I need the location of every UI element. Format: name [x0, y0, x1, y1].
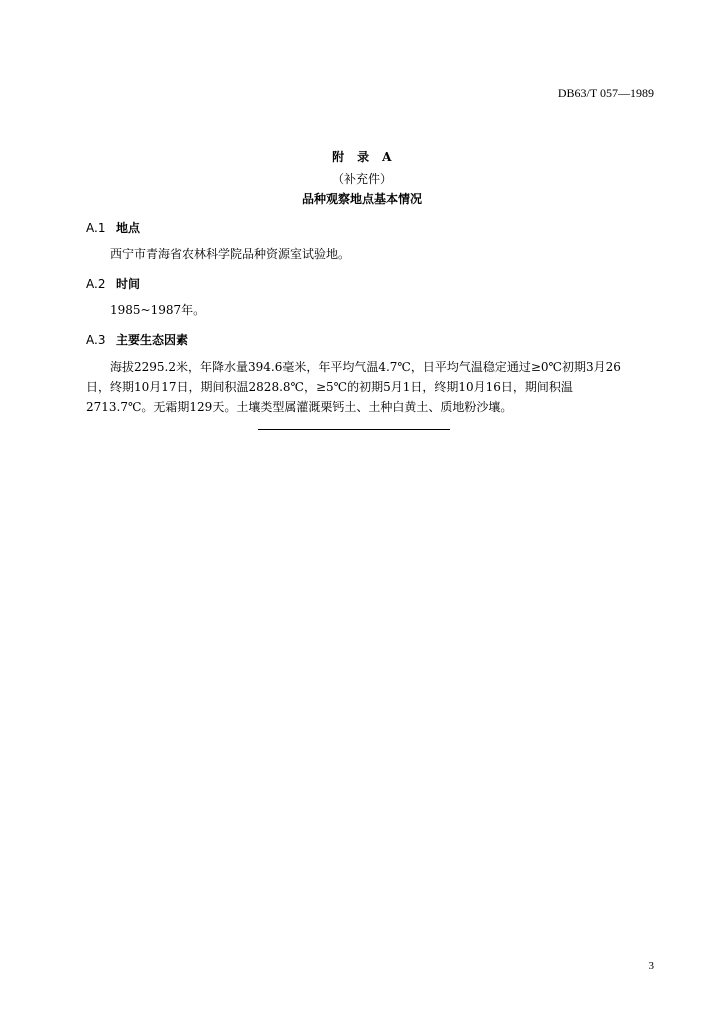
section-number: A.1: [86, 221, 106, 235]
section-number: A.3: [86, 333, 106, 347]
text-line: 海拔2295.2米，年降水量394.6毫米，年平均气温4.7℃，日平均气温稳定通过≥0℃初期3月26: [110, 360, 621, 374]
section-a3-text: [86, 357, 646, 417]
document-code: DB63/T 057—1989: [557, 86, 654, 100]
section-a1-text: 西宁市青海省农林科学院品种资源室试验地。: [110, 247, 351, 261]
appendix-heading: 品种观察地点基本情况: [301, 192, 422, 206]
text-line: 2713.7℃。无霜期129天。土壤类型属灌溉栗钙土、土种白黄土、质地粉沙壤。: [86, 400, 513, 414]
section-title: 地点: [116, 221, 141, 235]
section-a1-heading: [86, 219, 140, 236]
section-a2-text: 1985~1987年。: [110, 303, 206, 317]
appendix-subtitle: （补充件）: [331, 172, 392, 186]
section-a3-heading: [86, 331, 188, 348]
text-line: 日，终期10月17日，期间积温2828.8℃，≥5℃的初期5月1日，终期10月16日，期间积温: [86, 380, 573, 394]
section-title: 主要生态因素: [116, 333, 189, 347]
section-a2-heading: [86, 275, 140, 292]
appendix-title: 附 录 A: [332, 150, 392, 164]
section-number: A.2: [86, 277, 106, 291]
section-title: 时间: [116, 277, 141, 291]
end-rule: [258, 429, 450, 430]
page-number: 3: [648, 960, 654, 972]
